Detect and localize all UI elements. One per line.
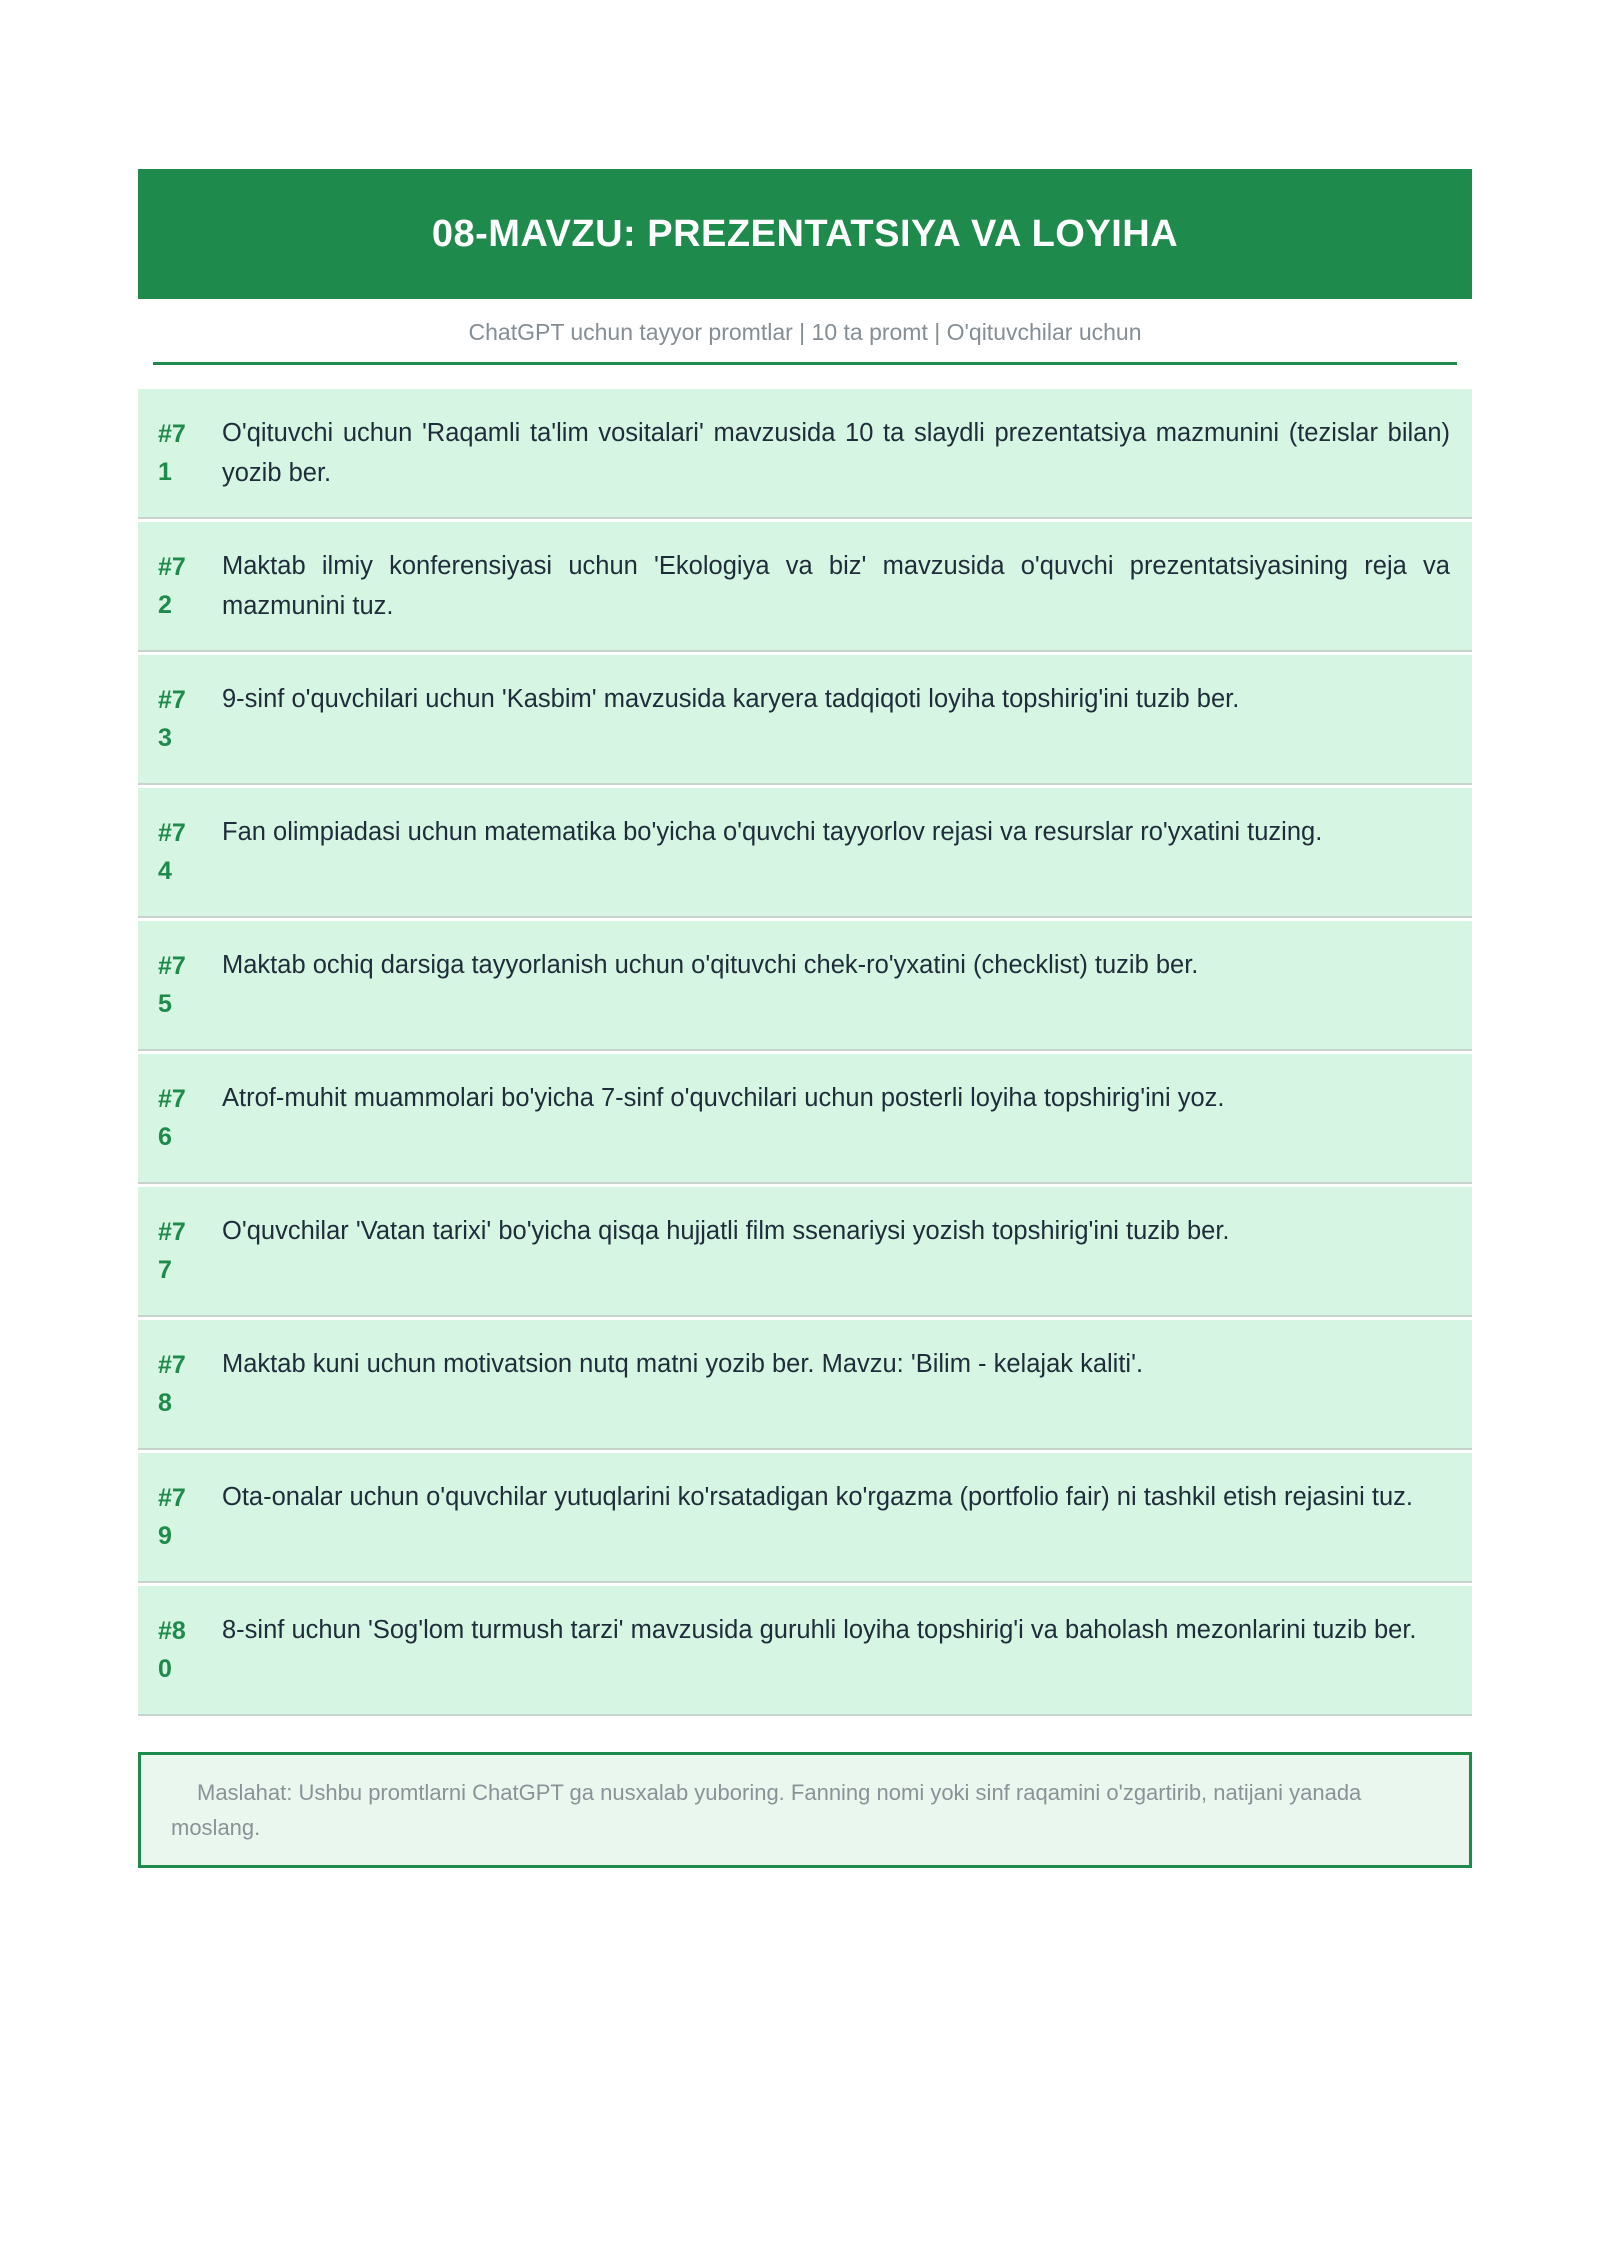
prompt-number: #80: [158, 1617, 186, 1683]
prompt-number: #72: [158, 553, 186, 619]
prompt-text: O'qituvchi uchun 'Raqamli ta'lim vositalari' mavzusida 10 ta slaydli prezentatsiya mazmunini (tezislar bilan) yozib ber.: [222, 419, 1450, 487]
prompt-number: #75: [158, 952, 186, 1018]
prompt-list: [138, 389, 1472, 1716]
prompt-item: [138, 522, 1472, 652]
prompt-number: #76: [158, 1085, 186, 1151]
prompt-text: 8-sinf uchun 'Sog'lom turmush tarzi' mavzusida guruhli loyiha topshirig'i va baholash mezonlarini tuzib ber.: [222, 1616, 1417, 1644]
prompt-item: [138, 1320, 1472, 1450]
prompt-number: #77: [158, 1218, 186, 1284]
title-banner: [138, 169, 1472, 299]
page-subtitle: ChatGPT uchun tayyor promtlar | 10 ta promt | O'qituvchilar uchun: [468, 319, 1142, 345]
prompt-item: [138, 921, 1472, 1051]
prompt-number: #73: [158, 686, 186, 752]
prompt-item: [138, 788, 1472, 918]
prompt-number: #74: [158, 819, 186, 885]
prompt-item: [138, 1054, 1472, 1184]
subtitle-bar: [153, 299, 1457, 365]
prompt-text: Atrof-muhit muammolari bo'yicha 7-sinf o'quvchilari uchun posterli loyiha topshirig'ini yoz.: [222, 1084, 1225, 1112]
page-title: 08-MAVZU: PREZENTATSIYA VA LOYIHA: [431, 212, 1179, 255]
prompt-text: Ota-onalar uchun o'quvchilar yutuqlarini ko'rsatadigan ko'rgazma (portfolio fair) ni tashkil etish rejasini tuz.: [222, 1483, 1414, 1511]
prompt-item: [138, 1586, 1472, 1716]
prompt-text: Maktab ochiq darsiga tayyorlanish uchun o'qituvchi chek-ro'yxatini (checklist) tuzib ber.: [222, 951, 1199, 979]
prompt-item: [138, 655, 1472, 785]
prompt-text: Maktab ilmiy konferensiyasi uchun 'Ekologiya va biz' mavzusida o'quvchi prezentatsiyasining reja va mazmunini tuz.: [222, 552, 1450, 620]
prompt-item: [138, 1453, 1472, 1583]
prompt-text: Fan olimpiadasi uchun matematika bo'yicha o'quvchi tayyorlov rejasi va resurslar ro'yxatini tuzing.: [222, 818, 1323, 846]
tip-text: Maslahat: Ushbu promtlarni ChatGPT ga nusxalab yuboring. Fanning nomi yoki sinf raqamini o'zgartirib, natijani yanada moslang.: [171, 1780, 1362, 1840]
tip-box: [138, 1752, 1472, 1868]
prompt-text: 9-sinf o'quvchilari uchun 'Kasbim' mavzusida karyera tadqiqoti loyiha topshirig'ini tuzib ber.: [222, 685, 1240, 713]
document-page: [138, 169, 1472, 1868]
prompt-item: [138, 1187, 1472, 1317]
prompt-text: Maktab kuni uchun motivatsion nutq matni yozib ber. Mavzu: 'Bilim - kelajak kaliti'.: [222, 1350, 1144, 1378]
prompt-number: #78: [158, 1351, 186, 1417]
prompt-text: O'quvchilar 'Vatan tarixi' bo'yicha qisqa hujjatli film ssenariysi yozish topshirig'ini tuzib ber.: [222, 1217, 1230, 1245]
prompt-number: #71: [158, 420, 186, 486]
prompt-number: #79: [158, 1484, 186, 1550]
prompt-item: [138, 389, 1472, 519]
